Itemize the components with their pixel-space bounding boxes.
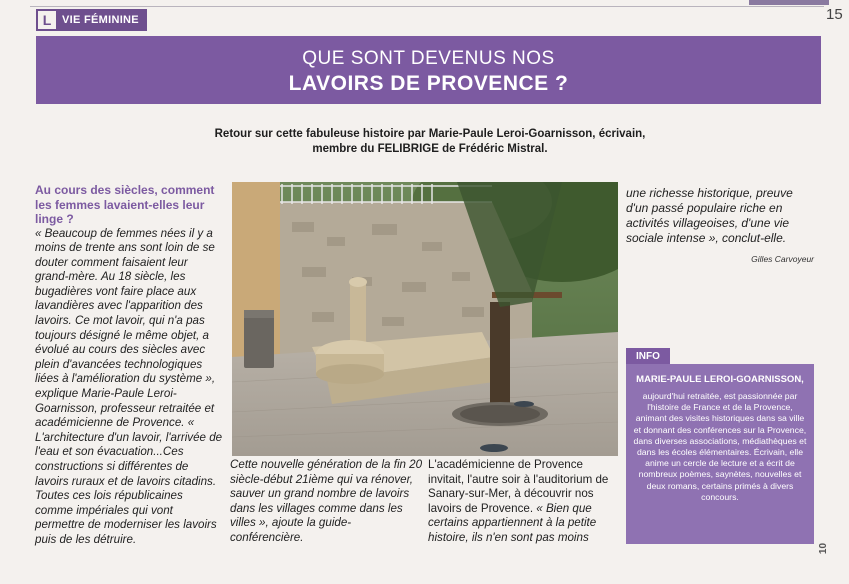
info-text: aujourd'hui retraitée, est passionnée par l'histoire de France et de la Provence, animant des visites historiques dans sa ville et donnant des conférences sur la Provence, dans diverses associations, médiathèques et dans les écoles élémentaires. Écrivain, elle anime un cercle de lecture et a écrit de nombreux poèmes, saynètes, nouvelles et deux romans, certains primés à divers concours. xyxy=(633,391,807,502)
page-number: 15 xyxy=(826,6,843,23)
article-col3-quote: « Bien que certains appartiennent à la petite histoire, ils n'en sont pas moins xyxy=(428,501,597,544)
section-letter: L xyxy=(38,11,56,29)
lavoir-photo xyxy=(232,182,618,456)
section-label: VIE FÉMININE xyxy=(62,14,139,26)
title-line-1: QUE SONT DEVENUS NOS xyxy=(302,48,555,69)
side-page-number: 10 xyxy=(818,542,830,555)
article-question: Au cours des siècles, comment les femmes lavaient-elles leur linge ? xyxy=(35,183,215,226)
article-column-2 xyxy=(230,458,423,546)
article-col1-text: « Beaucoup de femmes nées il y a moins de trente ans sont loin de se douter comment faisaient leur grand-mère. Au 18 siècle, les bugadières vont faire place aux lavandières avec l'apparition des lavoirs. Ce mot lavoir, qui n'a pas toujours désigné le même objet, a évolué au cours des siècles avec plein d'avancées technologiques liées à l'amélioration du système », explique Marie-Paule Leroi-Goarnisson, professeur retraitée et académicienne de Provence. « L'architecture d'un lavoir, l'arrivée de l'eau et son évacuation...Ces constructions si différentes de lavoirs ruraux et de lavoirs citadins. Toutes ces lois républicaines comme impériales qui vont permettre de moderniser les lavoirs puis de les détruire. xyxy=(35,226,223,546)
lavoir-photo-illustration xyxy=(232,182,618,456)
info-box xyxy=(626,364,814,544)
intro-line-2: membre du FELIBRIGE de Frédéric Mistral. xyxy=(312,143,548,155)
intro-line-1: Retour sur cette fabuleuse histoire par Marie-Paule Leroi-Goarnisson, écrivain, xyxy=(214,128,646,140)
article-col3-text: L'académicienne de Provence invitait, l'autre soir à l'auditorium de Sanary-sur-Mer, à découvrir nos lavoirs de Provence. xyxy=(428,458,609,515)
top-tab xyxy=(749,0,829,5)
article-column-4 xyxy=(626,186,816,246)
top-rule xyxy=(30,6,824,7)
article-col2-text: Cette nouvelle génération de la fin 20 siècle-début 21ième qui va rénover, sauver un grand nombre de lavoirs dans les villages comme dans les villes », ajoute la guide-conférencière. xyxy=(230,458,423,544)
article-column-3 xyxy=(428,458,618,546)
section-tag xyxy=(36,9,147,31)
article-column-1 xyxy=(35,183,224,548)
info-tag: INFO xyxy=(626,348,670,364)
title-banner xyxy=(36,36,821,104)
title-line-2: LAVOIRS DE PROVENCE ? xyxy=(288,72,569,95)
intro-text xyxy=(190,127,670,157)
info-name: MARIE-PAULE LEROI-GOARNISSON, xyxy=(636,374,804,385)
article-col4-text: une richesse historique, preuve d'un passé populaire riche en activités villageoises, d'une vie sociale intense », conclut-elle. xyxy=(626,186,793,245)
author-signature: Gilles Carvoyeur xyxy=(751,254,814,264)
